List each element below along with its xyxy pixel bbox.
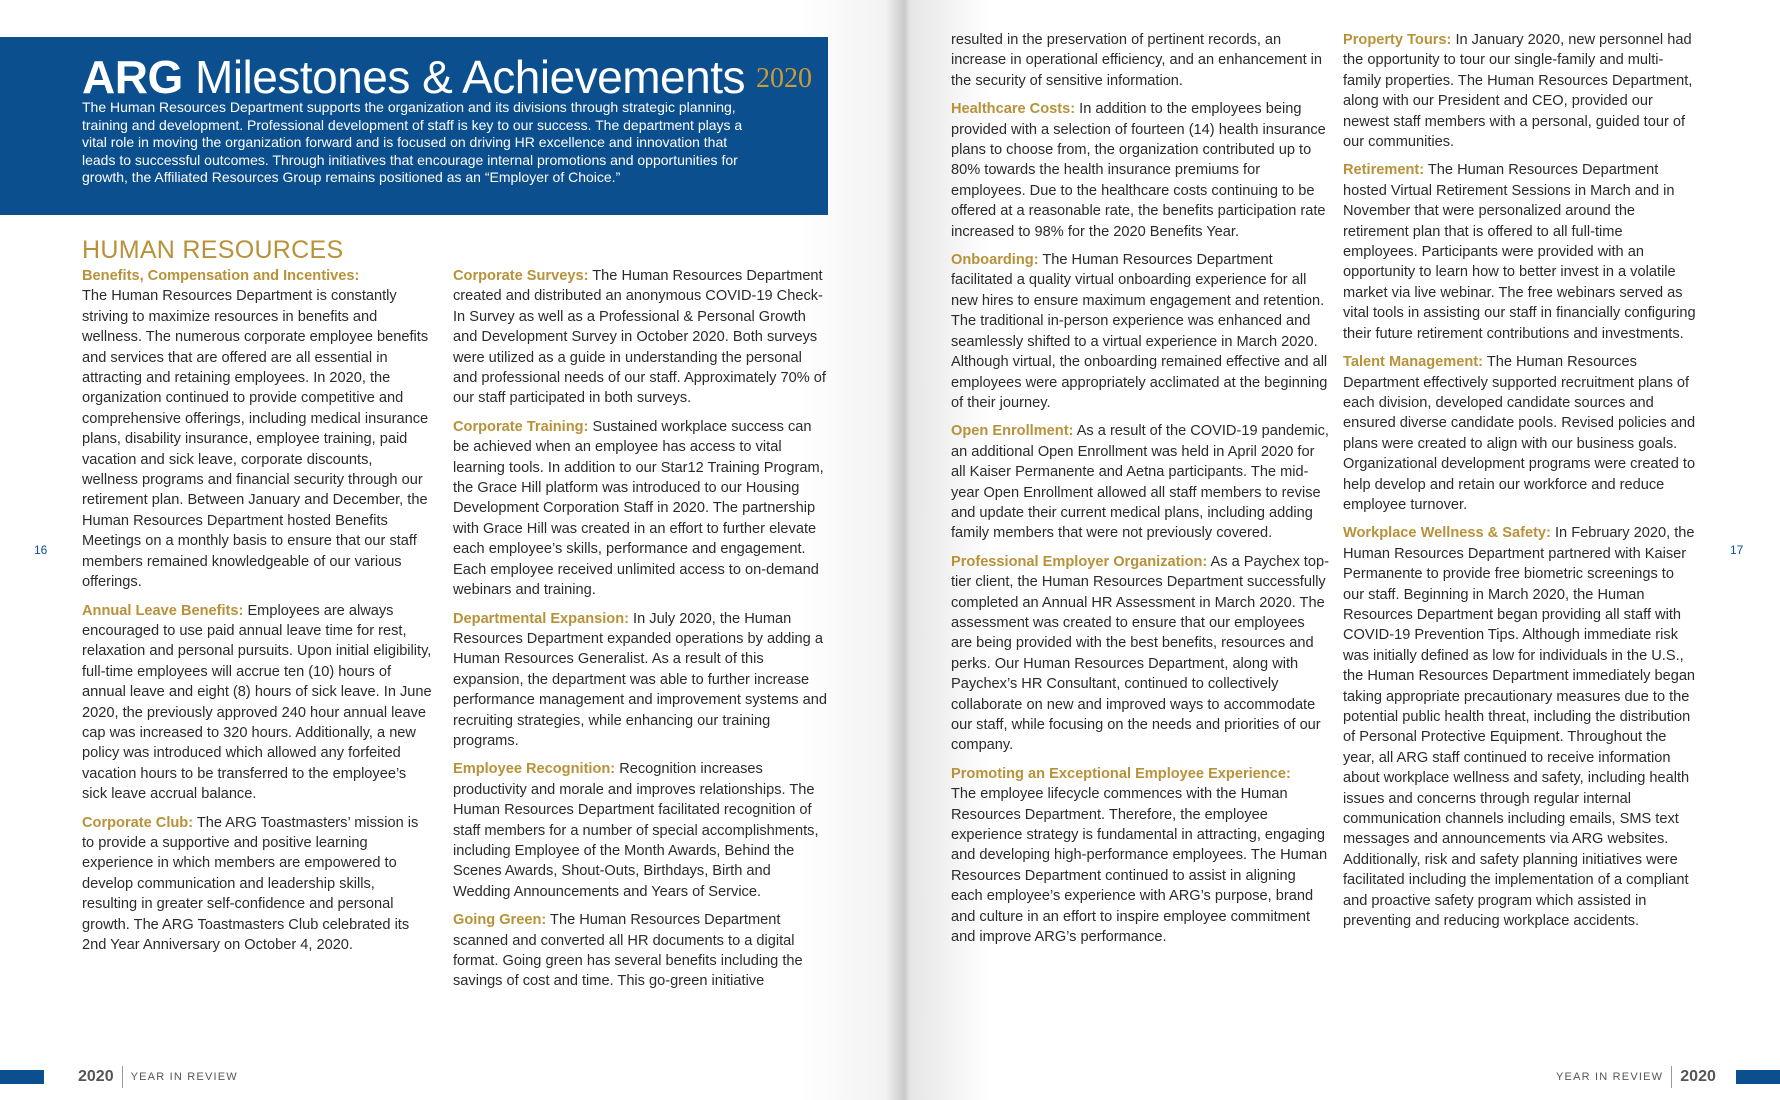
heading-annual-leave: Annual Leave Benefits:: [82, 602, 244, 619]
paragraph-healthcare-costs: [951, 99, 1329, 242]
heading-property-tours: Property Tours:: [1343, 32, 1452, 48]
header-banner: [0, 37, 828, 215]
body-peo: As a Paychex top-tier client, the Human Resources Department successfully completed an Annual HR Assessment in March 2020. The assessment was created to ensure that our employees are being provided with the best benefits, resources and perks. Our Human Resources Department, along with Paychex’s HR Consultant, continued to collectively collaborate on new and improved ways to accommodate our staff, while focusing on the needs and priorities of our company.: [951, 553, 1329, 754]
body-onboarding: The Human Resources Department facilitated a quality virtual onboarding experience for all new hires to ensure maximum engagement and retention. The traditional in-person experience was enhanced and seamlessly shifted to a virtual experience in March 2020. Although virtual, the onboarding remained effective and all employees were appropriately acclimated at the beginning of their journey.: [951, 252, 1328, 411]
heading-open-enrollment: Open Enrollment:: [951, 423, 1074, 440]
heading-corporate-club: Corporate Club:: [82, 814, 194, 831]
paragraph-annual-leave: [82, 601, 432, 805]
title-brand: ARG: [82, 51, 183, 103]
heading-peo: Professional Employer Organization:: [951, 553, 1208, 570]
paragraph-talent-management: [1343, 352, 1698, 515]
body-workplace-wellness: In February 2020, the Human Resources Department partnered with Kaiser Permanente to provide free biometric screenings to our staff. Beginning in March 2020, the Human Resources Department began providing all staff with COVID-19 Prevention Tips. Although immediate risk was initially defined as low for individuals in the U.S., the Human Resources Department immediately began taking appropriate precautionary measures due to the potential public health threat, including the distribution of Personal Protective Equipment. Throughout the year, all ARG staff continued to receive information about workplace wellness and safety, including health issues and concerns through regular internal communication channels including emails, SMS text messages and announcements via ARG websites. Additionally, risk and safety planning initiatives were facilitated including the implementation of a compliant and proactive safety program which assisted in preventing and reducing workplace accidents.: [1343, 525, 1696, 930]
footer-year-left: 2020: [78, 1068, 114, 1086]
body-benefits: The Human Resources Department is constantly striving to maximize resources in benefits and wellness. The numerous corporate employee benefits and services that are offered are all essential in attracting and retaining employees. In 2020, the organization continued to provide competitive and comprehensive offerings, including medical insurance plans, disability insurance, employee training, paid vacation and sick leave, corporate discounts, wellness programs and financial security through our retirement plan. Between January and December, the Human Resources Department hosted Benefits Meetings on a monthly basis to ensure that our staff members remained knowledgeable of our various offerings.: [82, 288, 429, 591]
column-4: [1343, 30, 1698, 939]
heading-going-green: Going Green:: [453, 912, 547, 929]
paragraph-going-green-continued: resulted in the preservation of pertinent records, an increase in operational efficiency, and an enhancement in the security of sensitive information.: [951, 32, 1323, 89]
title-text: Milestones & Achievements: [195, 51, 746, 103]
paragraph-corporate-training: [453, 417, 830, 601]
paragraph-retirement: [1343, 160, 1698, 344]
paragraph-corporate-surveys: [453, 266, 830, 409]
paragraph-corporate-club: [82, 813, 432, 956]
heading-benefits: Benefits, Compensation and Incentives:: [82, 268, 360, 284]
body-employee-recognition: Recognition increases productivity and morale and improves relationships. The Human Resources Department facilitated recognition of staff members for a number of special accomplishments, including Employee of the Month Awards, Behind the Scenes Awards, Shout-Outs, Birthdays, Birth and Wedding Announcements and Years of Service.: [453, 761, 819, 900]
heading-corporate-training: Corporate Training:: [453, 418, 589, 435]
footer-divider-left: [122, 1066, 123, 1088]
heading-talent-management: Talent Management:: [1343, 354, 1484, 371]
header-year: 2020: [756, 63, 812, 94]
column-1: [82, 236, 432, 963]
heading-corporate-surveys: Corporate Surveys:: [453, 268, 589, 284]
paragraph-benefits: [82, 266, 432, 593]
body-retirement: The Human Resources Department hosted Virtual Retirement Sessions in March and in November that were personalized around the retirement plan that is offered to all full-time employees. Participants were provided with an opportunity to learn how to better invest in a volatile market via live webinar. The free webinars served as vital tools in assisting our staff in financially configuring their future retirement contributions and investments.: [1343, 162, 1696, 342]
paragraph-workplace-wellness: [1343, 523, 1698, 931]
intro-paragraph: The Human Resources Department supports the organization and its divisions through strategic planning, training and development. Professional development of staff is key to our success. The department plays a vital role in moving the organization forward and is focused on driving HR excellence and innovation that leads to successful outcomes. Through initiatives that encourage internal promotions and opportunities for growth, the Affiliated Resources Group remains positioned as an “Employer of Choice.”: [82, 99, 743, 185]
body-corporate-club: The ARG Toastmasters’ mission is to provide a supportive and positive learning experience in which members are empowered to develop communication and leadership skills, resulting in greater self-confidence and personal growth. The ARG Toastmasters Club celebrated its 2nd Year Anniversary on October 4, 2020.: [82, 814, 419, 953]
body-open-enrollment: As a result of the COVID-19 pandemic, an additional Open Enrollment was held in April 2020 for all Kaiser Permanente and Aetna participants. The mid-year Open Enrollment allowed all staff members to revise and update their current medical plans, including adding family members that were not previously covered.: [951, 423, 1329, 542]
column-2: [453, 266, 830, 1000]
body-departmental-expansion: In July 2020, the Human Resources Department expanded operations by adding a Human Resources Generalist. As a result of this expansion, the department was able to further increase performance management and improvement systems and recruiting strategies, while enhancing our training programs.: [453, 610, 827, 749]
footer-left: [78, 1066, 238, 1088]
paragraph-going-green: [453, 910, 830, 992]
column-3: [951, 30, 1329, 955]
paragraph-departmental-expansion: [453, 609, 830, 752]
page-number-left: 16: [34, 543, 48, 557]
section-title: HUMAN RESOURCES: [82, 236, 344, 264]
body-annual-leave: Employees are always encouraged to use paid annual leave time for rest, relaxation and personal pursuits. Upon initial eligibility, full-time employees will accrue ten (10) hours of annual leave and eight (8) hours of sick leave. In June 2020, the previously approved 240 hour annual leave cap was increased to 320 hours. Additionally, a new policy was introduced which allowed any forfeited vacation hours to be transferred to the employee’s sick leave accrual balance.: [82, 602, 432, 803]
heading-healthcare-costs: Healthcare Costs:: [951, 101, 1076, 118]
paragraph-property-tours: [1343, 30, 1698, 152]
heading-workplace-wellness: Workplace Wellness & Safety:: [1343, 525, 1551, 542]
body-going-green: The Human Resources Department scanned and converted all HR documents to a digital format. Going green has several benefits including the savings of cost and time. This go-green initiative: [453, 912, 803, 990]
paragraph-employee-recognition: [453, 759, 830, 902]
heading-employee-recognition: Employee Recognition:: [453, 761, 616, 778]
heading-onboarding: Onboarding:: [951, 252, 1039, 269]
body-corporate-surveys: The Human Resources Department created and distributed an anonymous COVID-19 Check-In Survey as well as a Professional & Personal Growth and Development Survey in October 2020. Both surveys were utilized as a guide in understanding the personal and professional needs of our staff. Approximately 70% of our staff participated in both surveys.: [453, 268, 826, 407]
paragraph-open-enrollment: [951, 421, 1329, 543]
paragraph-onboarding: [951, 250, 1329, 413]
footer-right: [1556, 1066, 1716, 1088]
footer-year-right: 2020: [1680, 1068, 1716, 1086]
body-healthcare-costs: In addition to the employees being provided with a selection of fourteen (14) health insurance plans to choose from, the organization contributed up to 80% towards the health insurance premiums for employees. Due to the healthcare costs continuing to be offered at a reasonable rate, the benefits participation rate increased to 98% for the 2020 Benefits Year.: [951, 101, 1326, 240]
page-number-right: 17: [1730, 543, 1744, 557]
heading-retirement: Retirement:: [1343, 162, 1425, 179]
body-talent-management: The Human Resources Department effectively supported recruitment plans of each division, developed candidate sources and ensured diverse candidate pools. Revised policies and plans were created to align with our business goals. Organizational development programs were created to help develop and retain our workforce and reduce employee turnover.: [1343, 354, 1696, 513]
footer-bar-left: [0, 1070, 44, 1084]
heading-departmental-expansion: Departmental Expansion:: [453, 610, 629, 627]
footer-label-left: YEAR IN REVIEW: [130, 1071, 238, 1083]
heading-employee-experience: Promoting an Exceptional Employee Experience:: [951, 765, 1291, 782]
paragraph-peo: [951, 552, 1329, 756]
footer-label-right: YEAR IN REVIEW: [1556, 1071, 1664, 1083]
body-employee-experience: The employee lifecycle commences with the Human Resources Department. Therefore, the employee experience strategy is fundamental in attracting, engaging and developing high-performance employees. The Human Resources Department continued to assist in aligning each employee’s experience with ARG’s purpose, brand and culture in an effort to inspire employee commitment and improve ARG’s performance.: [951, 786, 1328, 946]
paragraph-employee-experience: [951, 764, 1329, 948]
footer-bar-right: [1736, 1070, 1780, 1084]
body-corporate-training: Sustained workplace success can be achieved when an employee has access to vital learning tools. In addition to our Star12 Training Program, the Grace Hill platform was introduced to our Housing Development Corporation Staff in 2020. The partnership with Grace Hill was created in an effort to further elevate each employee’s skills, performance and engagement. Each employee received unlimited access to on-demand webinars and training.: [453, 418, 824, 599]
footer-divider-right: [1671, 1066, 1672, 1088]
body-property-tours: In January 2020, new personnel had the opportunity to tour our single-family and multi-family properties. The Human Resources Department, along with our President and CEO, provided our newest staff members with a personal, guided tour of our communities.: [1343, 32, 1693, 151]
page-title: [82, 49, 745, 105]
